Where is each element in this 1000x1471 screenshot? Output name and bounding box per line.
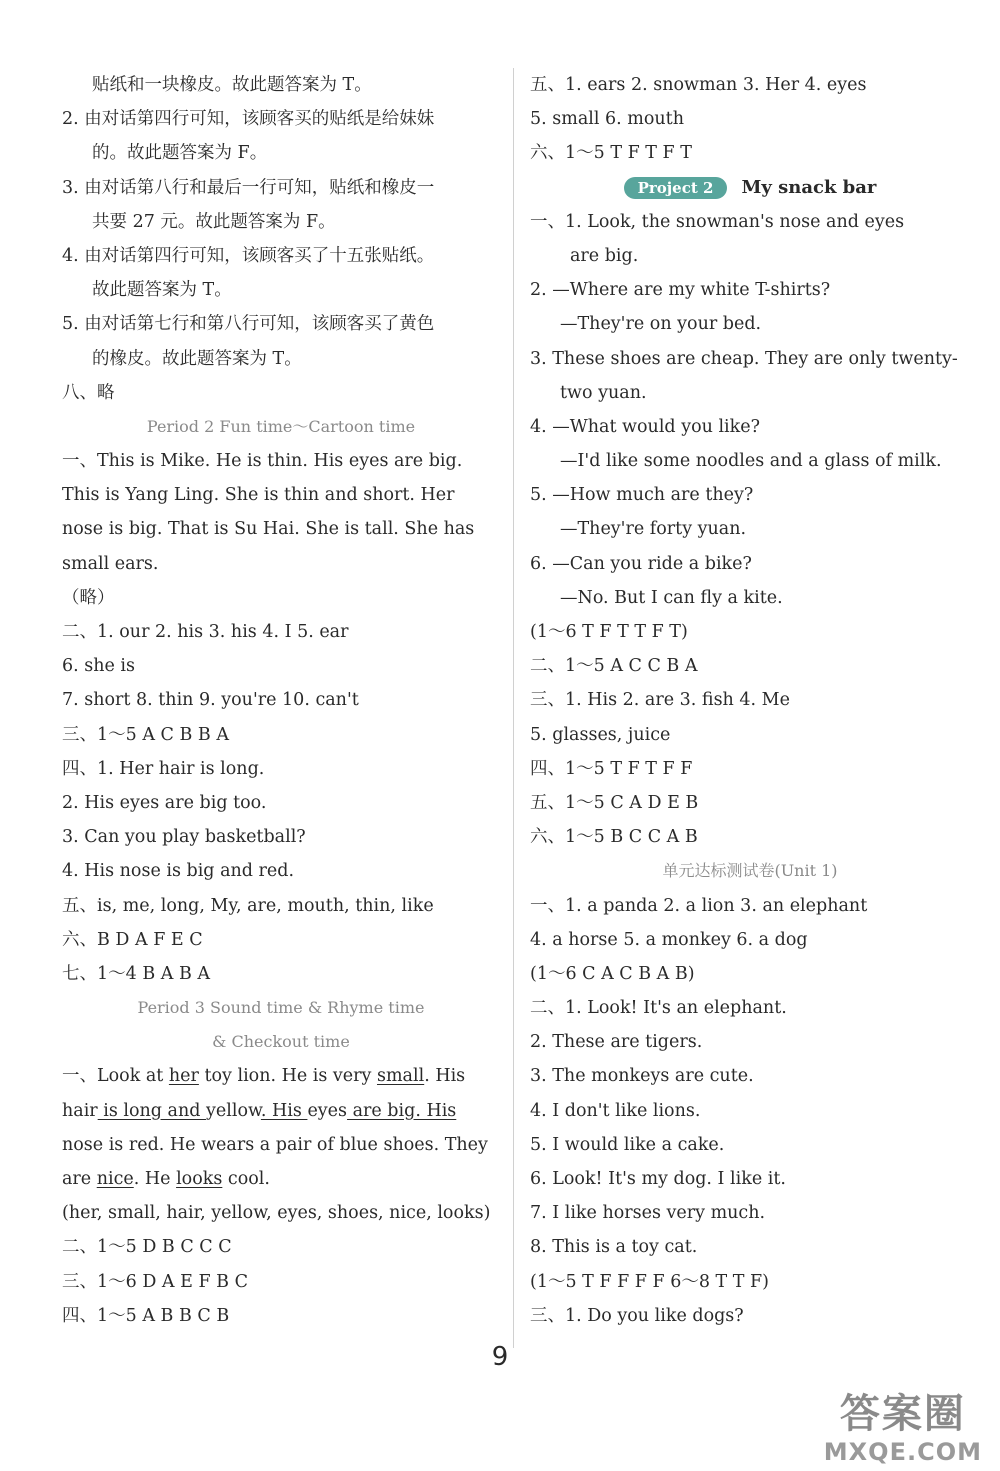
column-divider [513, 68, 514, 1348]
answer-line: —They're on your bed. [560, 314, 762, 335]
underlined-word: small [376, 1066, 425, 1087]
answer-line: 三、1. Do you like dogs? [530, 1305, 744, 1326]
answer-line: 7. short 8. thin 9. you're 10. can't [62, 690, 359, 711]
underlined-word: looks [176, 1169, 223, 1189]
answer-line: —I'd like some noodles and a glass of milk. [560, 451, 942, 472]
section-heading: 单元达标测试卷(Unit 1) [662, 861, 838, 881]
answer-line: 四、1～5 T F T F F [530, 758, 693, 779]
answer-line: 三、1. His 2. are 3. fish 4. Me [530, 690, 790, 711]
answer-line: 二、1～5 A C C B A [530, 656, 698, 677]
answer-line: 5. glasses, juice [530, 724, 671, 745]
answer-line: 2. His eyes are big too. [62, 792, 267, 813]
answer-line: 3. 由对话第八行和最后一行可知，贴纸和橡皮一 [62, 177, 435, 198]
answer-line: 四、1～5 A B B C B [62, 1305, 230, 1326]
text-segment: hair [62, 1100, 98, 1121]
answer-line: (1～6 C A C B A B) [530, 963, 695, 984]
underlined-word: . His [260, 1100, 308, 1121]
answer-line: small ears. [62, 553, 159, 574]
answer-line: 4. a horse 5. a monkey 6. a dog [530, 929, 808, 950]
answer-line: 6. —Can you ride a bike? [530, 553, 752, 574]
answer-line: 三、1～5 A C B B A [62, 724, 229, 745]
text-segment: yellow [206, 1100, 261, 1121]
answer-line: (1～6 T F T T F T) [530, 622, 688, 642]
answer-line: 三、1～6 D A E F B C [62, 1271, 248, 1292]
answer-line: 二、1. our 2. his 3. his 4. I 5. ear [62, 622, 349, 642]
answer-line: 6. she is [62, 656, 136, 677]
answer-line: 4. —What would you like? [530, 416, 760, 437]
section-heading: Period 2 Fun time～Cartoon time [146, 416, 416, 436]
answer-line: 2. —Where are my white T-shirts? [530, 280, 831, 301]
answer-line: (1～5 T F F F F 6～8 T T F) [530, 1271, 769, 1292]
answer-line: 二、1～5 D B C C C [62, 1237, 232, 1258]
answer-line: (her, small, hair, yellow, eyes, shoes, nice, looks) [62, 1203, 491, 1224]
answer-line: 六、1～5 T F T F T [530, 143, 692, 164]
answer-line: 5. 由对话第七行和第八行可知，该顾客买了黄色 [62, 314, 435, 335]
answer-line [62, 1059, 500, 1093]
answer-line: 的。故此题答案为 F。 [92, 143, 268, 164]
answer-line: 2. These are tigers. [530, 1032, 703, 1053]
watermark [824, 1390, 982, 1466]
project-title: My snack bar [741, 176, 877, 198]
answer-line: nose is red. He wears a pair of blue shoes. They [62, 1134, 488, 1155]
page-number: 9 [491, 1342, 509, 1372]
answer-line: 五、is, me, long, My, are, mouth, thin, like [62, 895, 434, 916]
answer-line: 六、B D A F E C [62, 929, 203, 950]
answer-line: This is Yang Ling. She is thin and short. Her [62, 485, 455, 506]
answer-line: —They're forty yuan. [560, 519, 747, 540]
answer-line [62, 1162, 500, 1196]
watermark-url: MXQE.COM [823, 1438, 982, 1466]
answer-line: 一、1. a panda 2. a lion 3. an elephant [530, 895, 868, 916]
section-heading: & Checkout time [212, 1032, 350, 1052]
answer-line: 5. small 6. mouth [530, 109, 684, 130]
answer-line: 六、1～5 B C C A B [530, 827, 698, 848]
answer-line: 四、1. Her hair is long. [62, 758, 265, 779]
left-column [62, 68, 500, 1333]
answer-line: 3. The monkeys are cute. [530, 1066, 754, 1087]
answer-line: 5. —How much are they? [530, 485, 754, 506]
answer-line: two yuan. [560, 382, 647, 403]
answer-line: 五、1～5 C A D E B [530, 792, 699, 813]
answer-line: 二、1. Look! It's an elephant. [530, 998, 787, 1019]
answer-line: 2. 由对话第四行可知，该顾客买的贴纸是给妹妹 [62, 109, 435, 130]
text-segment: . His [424, 1066, 466, 1087]
answer-line: 一、1. Look, the snowman's nose and eyes [530, 211, 905, 232]
text-segment: are [62, 1169, 97, 1189]
underlined-word: nice [96, 1169, 134, 1189]
section-heading: Period 3 Sound time & Rhyme time [137, 998, 425, 1018]
answer-line: 八、略 [62, 382, 115, 403]
answer-line: 4. I don't like lions. [530, 1100, 701, 1121]
text-segment: eyes [307, 1100, 348, 1121]
answer-line: 4. 由对话第四行可知，该顾客买了十五张贴纸。 [62, 245, 435, 266]
answer-line: 共要 27 元。故此题答案为 F。 [92, 211, 336, 232]
answer-line: 贴纸和一块橡皮。故此题答案为 T。 [92, 75, 372, 95]
answer-line: 3. Can you play basketball? [62, 827, 306, 848]
answer-line: nose is big. That is Su Hai. She is tall. She has [62, 519, 475, 540]
answer-line: 3. These shoes are cheap. They are only twenty- [530, 348, 958, 369]
text-segment: cool. [222, 1169, 270, 1189]
answer-line: 4. His nose is big and red. [62, 861, 295, 882]
text-segment: 一、Look at [62, 1066, 169, 1087]
answer-line: 七、1～4 B A B A [62, 963, 211, 984]
watermark-logo: 答案圈 [839, 1391, 966, 1437]
answer-line: 五、1. ears 2. snowman 3. Her 4. eyes [530, 75, 867, 95]
underlined-word: is long and [97, 1100, 207, 1121]
answer-line: are big. [570, 245, 639, 266]
answer-line: 5. I would like a cake. [530, 1134, 725, 1155]
answer-line: 的橡皮。故此题答案为 T。 [92, 348, 302, 369]
answer-line: 6. Look! It's my dog. I like it. [530, 1169, 786, 1189]
answer-line: 故此题答案为 T。 [92, 280, 232, 301]
answer-line: —No. But I can fly a kite. [560, 587, 783, 608]
answer-line: 一、This is Mike. He is thin. His eyes are big. [62, 451, 463, 472]
answer-line: （略） [62, 587, 115, 608]
answer-line [62, 1094, 500, 1128]
right-column [530, 68, 970, 1333]
underlined-word: her [168, 1066, 199, 1087]
project-heading [530, 171, 970, 205]
answer-line: 7. I like horses very much. [530, 1203, 766, 1224]
project-badge: Project 2 [624, 177, 728, 199]
text-segment: . He [133, 1169, 177, 1189]
text-segment: toy lion. He is very [198, 1066, 377, 1087]
answer-line: 8. This is a toy cat. [530, 1237, 698, 1258]
underlined-word: are big. His [347, 1100, 457, 1121]
